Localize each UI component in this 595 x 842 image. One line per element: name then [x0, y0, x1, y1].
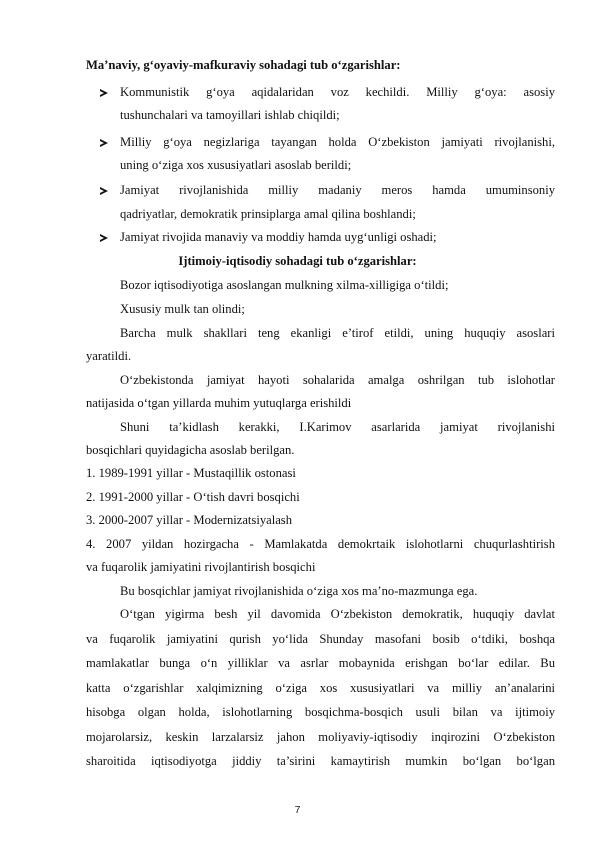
bullet-2-line-2: uning o‘ziga xos xususiyatlari asoslab berildi; — [120, 158, 352, 172]
paragraph-2: Xususiy mulk tan olindi; — [120, 302, 245, 316]
paragraph-4-line-1: O‘zbekistonda jamiyat hayoti sohalarida amalga oshrilgan tub islohotlar — [120, 373, 555, 387]
arrow-bullet-icon — [100, 234, 108, 242]
paragraph-1: Bozor iqtisodiyotiga asoslangan mulkning xilma-xilligiga o‘tildi; — [120, 278, 449, 292]
bullet-1-line-2: tushunchalari va tamoyillari ishlab chiqildi; — [120, 108, 340, 122]
bullet-4-line-1: Jamiyat rivojida manaviy va moddiy hamda uyg‘unligi oshadi; — [120, 230, 437, 244]
bullet-3-line-2: qadriyatlar, demokratik prinsiplarga amal qilina boshlandi; — [120, 207, 416, 221]
paragraph-7-line-2: va fuqarolik jamiyatini qurish yo‘lida Shunday masofani bosib o‘tdiki, boshqa — [86, 632, 555, 646]
paragraph-4-line-2: natijasida o‘tgan yillarda muhim yutuqlarga erishildi — [86, 396, 352, 410]
paragraph-7-line-3: mamlakatlar bunga o‘n yilliklar va asrlar mobaynida erishgan bo‘lar edilar. Bu — [86, 656, 555, 670]
paragraph-7-line-6: mojarolarsiz, keskin larzalarsiz jahon moliyaviy-iqtisodiy inqirozini O‘zbekiston — [86, 730, 555, 744]
bullet-2-line-1: Milliy g‘oya negizlariga tayangan holda O‘zbekiston jamiyati rivojlanishi, — [120, 135, 555, 149]
section-heading: Ma’naviy, g‘oyaviy-mafkuraviy sohadagi tub o‘zgarishlar: — [86, 58, 401, 72]
subheading: Ijtimoiy-iqtisodiy sohadagi tub o‘zgarishlar: — [178, 254, 417, 268]
paragraph-3-line-1: Barcha mulk shakllari teng ekanligi e’tirof etildi, uning huquqiy asoslari — [120, 326, 555, 340]
list-item: 3. 2000-2007 yillar - Modernizatsiyalash — [86, 513, 293, 527]
arrow-bullet-icon — [100, 187, 108, 195]
bullet-1-line-1: Kommunistik g‘oya aqidalaridan voz kechildi. Milliy g‘oya: asosiy — [120, 85, 555, 99]
paragraph-7-line-1: O‘tgan yigirma besh yil davomida O‘zbekiston demokratik, huquqiy davlat — [120, 607, 555, 621]
paragraph-6: Bu bosqichlar jamiyat rivojlanishida o‘ziga xos ma’no-mazmunga ega. — [120, 584, 478, 598]
list-item: 2. 1991-2000 yillar - O‘tish davri bosqichi — [86, 490, 300, 504]
bullet-3-line-1: Jamiyat rivojlanishida milliy madaniy meros hamda umuminsoniy — [120, 183, 555, 197]
list-item-4-line-2: va fuqarolik jamiyatini rivojlantirish bosqichi — [86, 560, 316, 574]
paragraph-5-line-2: bosqichlari quyidagicha asoslab berilgan. — [86, 443, 295, 457]
page-number: 7 — [294, 804, 301, 816]
paragraph-7-line-7: sharoitida iqtisodiyotga jiddiy ta’sirini kamaytirish mumkin bo‘lgan bo‘lgan — [86, 754, 555, 768]
list-item-4-line-1: 4. 2007 yildan hozirgacha - Mamlakatda demokrtaik islohotlarni chuqurlashtirish — [86, 537, 555, 551]
paragraph-3-line-2: yaratildi. — [86, 349, 132, 363]
paragraph-7-line-4: katta o‘zgarishlar xalqimizning o‘ziga xos xususiyatlari va milliy an’analarini — [86, 681, 555, 695]
list-item: 1. 1989-1991 yillar - Mustaqillik ostonasi — [86, 466, 296, 480]
arrow-bullet-icon — [100, 89, 108, 97]
arrow-bullet-icon — [100, 139, 108, 147]
paragraph-5-line-1: Shuni ta’kidlash kerakki, I.Karimov asarlarida jamiyat rivojlanishi — [120, 420, 555, 434]
paragraph-7-line-5: hisobga olgan holda, islohotlarning bosqichma-bosqich usuli bilan va ijtimoiy — [86, 705, 555, 719]
